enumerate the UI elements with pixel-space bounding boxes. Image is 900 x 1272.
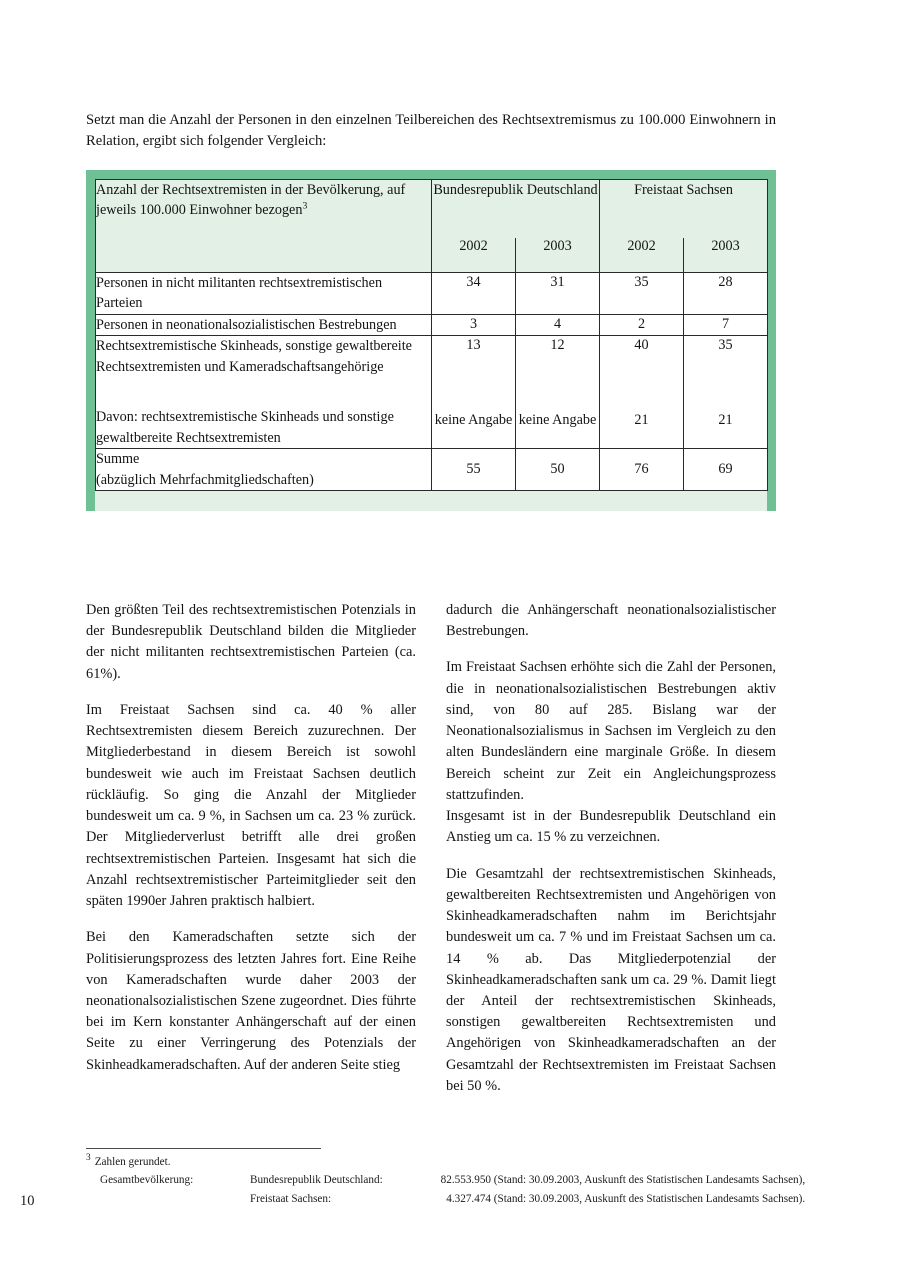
table-row xyxy=(96,449,768,491)
footnote-region-brd: Bundesrepublik Deutschland: xyxy=(250,1173,383,1186)
intro-paragraph: Setzt man die Anzahl der Personen in den einzelnen Teilbereichen des Rechtsextremismus zu 100.000 Einwohnern in Relation, ergibt sich folgender Vergleich: xyxy=(86,112,776,150)
cell-summe-sachsen-2003: 69 xyxy=(684,449,768,491)
table-row xyxy=(96,314,768,335)
table-header-row-label-text: Anzahl der Rechtsextremisten in der Bevölkerung, auf jeweils 100.000 Einwohner bezogen xyxy=(96,182,406,219)
row-label-neonazi: Personen in neonationalsozialistischen Bestrebungen xyxy=(96,314,432,335)
table-body xyxy=(96,273,768,491)
footnote-source-brd: (Stand: 30.09.2003, Auskunft des Statistischen Landesamts Sachsen), xyxy=(493,1173,806,1186)
footnote-population-table xyxy=(100,1172,806,1208)
cell-neonazi-sachsen-2003: 7 xyxy=(684,314,768,335)
footnote-population-label: Gesamtbevölkerung: xyxy=(100,1173,194,1186)
cell-skinheads-brd-2002 xyxy=(432,336,516,449)
cell-parteien-brd-2003: 31 xyxy=(516,273,600,315)
cell-skinheads-sachsen-2002-main: 40 xyxy=(634,337,649,354)
table-header-year-sachsen-2003: 2003 xyxy=(684,238,768,273)
footnote-value-sachsen: 4.327.474 xyxy=(446,1192,491,1205)
comparison-table-panel xyxy=(86,170,776,511)
cell-skinheads-brd-2002-main: 13 xyxy=(466,337,481,354)
table-head xyxy=(96,180,768,273)
row-label-skinheads-sub: Davon: rechtsextremistische Skinheads und sonstige gewaltbereite Rechtsextremisten xyxy=(96,409,394,446)
body-text-columns xyxy=(86,600,776,1094)
footnote-source-sachsen: (Stand: 30.09.2003, Auskunft des Statistischen Landesamts Sachsen). xyxy=(493,1192,806,1205)
table-row xyxy=(96,273,768,315)
row-label-parteien: Personen in nicht militanten rechtsextremistischen Parteien xyxy=(96,273,432,315)
table-header-group-bundesrepublik: Bundesrepublik Deutschland xyxy=(432,180,600,239)
cell-skinheads-sachsen-2002 xyxy=(600,336,684,449)
footnote-note-line xyxy=(86,1154,786,1171)
paragraph: Im Freistaat Sachsen sind ca. 40 % aller Rechtsextremisten diesem Bereich zuzurechnen. Der Mitgliederbestand in diesem Bereich ist sowohl bundesweit wie auch im Freistaat Sachsen deutlich rückläufig. So ging die Anzahl der Mitglieder bundesweit um ca. 9 %, in Sachsen um ca. 23 % zurück. Der Mitgliederverlust betrifft alle drei großen rechtsextremistischen Parteien. Insgesamt hat sich die Anzahl rechtsextremistischer Parteimitglieder seit den späten 1990er Jahren praktisch halbiert. xyxy=(86,701,416,910)
body-column-right xyxy=(446,600,776,1112)
paragraph: Bei den Kameradschaften setzte sich der Politisierungsprozess des letzten Jahres fort. Eine Reihe von Kameradschaften wurde daher 2003 der neonationalsozialistischen Szene zugeordnet. Dies führte bei im Kern konstanter Anhängerschaft auf der einen Seite zu einer Verringerung des Potenzials der Skinheadkameradschaften. Auf der anderen Seite stieg xyxy=(86,929,416,1073)
table-header-row-label xyxy=(96,180,432,273)
table-head-row-groups xyxy=(96,180,768,239)
footnote-note-text: Zahlen gerundet. xyxy=(94,1156,171,1168)
table-header-year-sachsen-2002: 2002 xyxy=(600,238,684,273)
footnote-region-sachsen: Freistaat Sachsen: xyxy=(250,1192,332,1205)
cell-neonazi-sachsen-2002: 2 xyxy=(600,314,684,335)
paragraph: dadurch die Anhängerschaft neonationalsozialistischer Bestrebungen. xyxy=(446,602,776,640)
footnote-population-label-spacer xyxy=(100,1191,250,1208)
table-header-year-brd-2002: 2002 xyxy=(432,238,516,273)
cell-parteien-sachsen-2002: 35 xyxy=(600,273,684,315)
footnote-separator-rule xyxy=(86,1148,321,1149)
row-label-summe xyxy=(96,449,432,491)
cell-skinheads-brd-2003 xyxy=(516,336,600,449)
table-header-group-sachsen: Freistaat Sachsen xyxy=(600,180,768,239)
table-row xyxy=(96,336,768,449)
cell-summe-brd-2003: 50 xyxy=(516,449,600,491)
paragraph: Insgesamt ist in der Bundesrepublik Deutschland ein Anstieg um ca. 15 % zu verzeichnen. xyxy=(446,808,776,846)
footnote-number: 3 xyxy=(86,1153,91,1164)
cell-skinheads-sachsen-2003-sub: 21 xyxy=(718,412,733,429)
row-label-skinheads-main: Rechtsextremistische Skinheads, sonstige gewaltbereite Rechtsextremisten und Kameradschaftsangehörige xyxy=(96,338,412,375)
cell-neonazi-brd-2002: 3 xyxy=(432,314,516,335)
cell-skinheads-sachsen-2003 xyxy=(684,336,768,449)
footnote-value-sachsen-row xyxy=(425,1191,805,1208)
paragraph: Den größten Teil des rechtsextremistischen Potenzials in der Bundesrepublik Deutschland bilden die Mitglieder der nicht militanten rechtsextremistischen Parteien (ca. 61%). xyxy=(86,602,416,682)
row-label-skinheads xyxy=(96,336,432,449)
cell-summe-brd-2002: 55 xyxy=(432,449,516,491)
footnote-value-brd: 82.553.950 xyxy=(440,1173,491,1186)
footnote-block xyxy=(86,1148,806,1207)
table-header-year-brd-2003: 2003 xyxy=(516,238,600,273)
body-column-left xyxy=(86,600,416,1091)
cell-skinheads-sachsen-2003-main: 35 xyxy=(718,337,733,354)
cell-skinheads-brd-2003-sub: keine Angabe xyxy=(518,412,597,429)
rechtsextremisten-comparison-table xyxy=(95,179,768,491)
paragraph: Im Freistaat Sachsen erhöhte sich die Zahl der Personen, die in neonationalsozialistischen Bestrebungen aktiv sind, von 80 auf 285. Bislang war der Neonationalsozialismus in Sachsen im Vergleich zu den alten Bundesländern eine marginale Größe. In diesem Bereich scheint zur Zeit ein Angleichungsprozess stattzufinden. xyxy=(446,659,776,803)
cell-parteien-brd-2002: 34 xyxy=(432,273,516,315)
footnote-value-brd-row xyxy=(425,1172,805,1189)
cell-summe-sachsen-2002: 76 xyxy=(600,449,684,491)
page-number: 10 xyxy=(20,1193,35,1209)
cell-skinheads-brd-2003-main: 12 xyxy=(550,337,565,354)
cell-parteien-sachsen-2003: 28 xyxy=(684,273,768,315)
footnote-marker-superscript: 3 xyxy=(302,200,308,212)
cell-neonazi-brd-2003: 4 xyxy=(516,314,600,335)
cell-skinheads-brd-2002-sub: keine Angabe xyxy=(434,412,513,429)
row-label-summe-line1: Summe xyxy=(96,451,140,468)
paragraph: Die Gesamtzahl der rechtsextremistischen Skinheads, gewaltbereiten Rechtsextremisten und Angehörigen von Skinheadkameradschaften nahm im Berichtsjahr bundesweit um ca. 7 % und im Freistaat Sachsen um ca. 14 % ab. Das Mitgliederpotenzial der Skinheadkameradschaften sank um ca. 29 %. Damit liegt der Anteil der rechtsextremistischen Skinheads, sonstigen gewaltbereiten Rechtsextremisten und Angehörigen von Skinheadkameradschaften an der Gesamtzahl der Rechtsextremisten im Freistaat Sachsen bei 50 %. xyxy=(446,865,776,1094)
cell-skinheads-sachsen-2002-sub: 21 xyxy=(634,412,649,429)
row-label-summe-line2: (abzüglich Mehrfachmitgliedschaften) xyxy=(96,471,314,488)
